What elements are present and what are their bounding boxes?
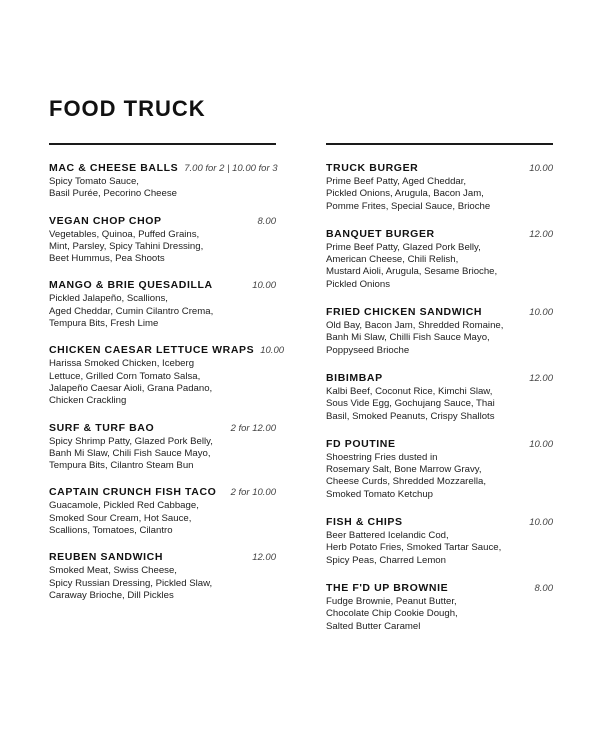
description-line: Kalbi Beef, Coconut Rice, Kimchi Slaw, [326,385,493,397]
description-line: American Cheese, Chili Relish, [326,254,459,266]
description-line: Rosemary Salt, Bone Marrow Gravy, [326,464,482,476]
description-line: Basil, Smoked Peanuts, Crispy Shallots [326,410,495,422]
menu-item-description [326,176,553,213]
menu-item-description [326,596,553,633]
menu-item-description [49,229,276,266]
menu-item-name: REUBEN SANDWICH [49,551,163,564]
menu-item-description [49,358,276,407]
description-line: Smoked Tomato Ketchup [326,488,434,500]
description-line: Spicy Shrimp Patty, Glazed Pork Belly, [49,435,213,447]
menu-item-header [326,516,553,528]
description-line: Chicken Crackling [49,395,127,407]
menu-item-description [326,320,553,357]
menu-item-header [49,162,276,174]
menu-item-name: TRUCK BURGER [326,162,419,174]
menu-item-price: 2 for 10.00 [230,487,276,499]
description-line: Chocolate Chip Cookie Dough, [326,608,458,620]
description-line: Prime Beef Patty, Aged Cheddar, [326,176,467,187]
menu-item-name: CHICKEN CAESAR LETTUCE WRAPS [49,344,255,357]
menu-item-price: 10.00 [529,163,553,174]
menu-item-price: 8.00 [534,582,553,594]
description-line: Harissa Smoked Chicken, Iceberg [49,358,195,370]
menu-column-left [49,143,285,602]
description-line: Shoestring Fries dusted in [326,451,438,463]
menu-item-description [49,500,276,537]
menu-item-name: FD POUTINE [326,437,396,450]
description-line: Pickled Onions [326,278,390,290]
description-line: Tempura Bits, Fresh Lime [49,318,159,330]
description-line: Spicy Tomato Sauce, [49,176,139,187]
description-line: Pomme Frites, Special Sauce, Brioche [326,200,491,212]
menu-item-price: 10.00 [252,280,276,292]
menu-item-price: 10.00 [260,345,285,357]
description-line: Jalapeño Caesar Aioli, Grana Padano, [49,382,213,394]
menu-item-description [326,530,553,567]
menu-item [326,162,553,213]
description-line: Prime Beef Patty, Glazed Pork Belly, [326,241,481,253]
menu-item-name: MAC & CHEESE BALLS [49,162,179,174]
menu-item-name: BANQUET BURGER [326,227,435,240]
description-line: Spicy Russian Dressing, Pickled Slaw, [49,577,213,589]
description-line: Caraway Brioche, Dill Pickles [49,589,174,601]
menu-item [49,279,276,330]
menu-item-price: 12.00 [529,372,553,384]
menu-item [326,438,553,501]
menu-item-description [49,436,276,473]
description-line: Sous Vide Egg, Gochujang Sauce, Thai [326,398,495,410]
menu-item-header [49,486,276,498]
description-line: Salted Butter Caramel [326,620,421,632]
description-line: Mint, Parsley, Spicy Tahini Dressing, [49,240,204,252]
menu-title: FOOD TRUCK [49,96,206,121]
description-line: Beer Battered Icelandic Cod, [326,530,449,542]
description-line: Pickled Onions, Arugula, Bacon Jam, [326,188,484,200]
description-line: Cheese Curds, Shredded Mozzarella, [326,476,486,488]
description-line: Guacamole, Pickled Red Cabbage, [49,500,199,512]
menu-item-name: THE F'D UP BROWNIE [326,581,449,594]
description-line: Pickled Jalapeño, Scallions, [49,293,168,305]
menu-item [326,228,553,291]
description-line: Mustard Aioli, Arugula, Sesame Brioche, [326,266,498,278]
description-line: Banh Mi Slaw, Chilli Fish Sauce Mayo, [326,332,490,344]
menu-item-header [326,228,553,240]
description-line: Old Bay, Bacon Jam, Shredded Romaine, [326,320,504,332]
description-line: Basil Purée, Pecorino Cheese [49,188,177,200]
menu-item-header [49,422,276,434]
menu-item-price: 12.00 [529,228,553,240]
menu-item-price: 7.00 for 2 | 10.00 for 3 [184,163,278,174]
menu-item-price: 10.00 [529,517,553,529]
menu-item-price: 8.00 [257,215,276,227]
menu-item-name: CAPTAIN CRUNCH FISH TACO [49,486,217,499]
description-line: Smoked Meat, Swiss Cheese, [49,565,177,577]
menu-item [49,162,276,201]
menu-item [326,306,553,357]
menu-item-name: MANGO & BRIE QUESADILLA [49,279,213,292]
menu-item-header [49,215,276,227]
menu-column-right [326,143,553,633]
description-line: Tempura Bits, Cilantro Steam Bun [49,460,194,472]
description-line: Scallions, Tomatoes, Cilantro [49,525,173,537]
description-line: Banh Mi Slaw, Chili Fish Sauce Mayo, [49,447,211,459]
menu-item-price: 10.00 [529,438,553,450]
description-line: Fudge Brownie, Peanut Butter, [326,595,457,607]
menu-item-name: SURF & TURF BAO [49,421,155,434]
menu-item-description [326,242,553,291]
description-line: Vegetables, Quinoa, Puffed Grains, [49,228,200,240]
description-line: Poppyseed Brioche [326,344,410,356]
menu-item [326,372,553,423]
menu-item-description [49,565,276,602]
menu-item-price: 10.00 [529,307,553,319]
menu-item-header [326,582,553,594]
menu-item-name: BIBIMBAP [326,371,383,384]
menu-item-name: VEGAN CHOP CHOP [49,214,162,227]
menu-item-header [326,306,553,318]
menu-item-header [326,162,553,174]
description-line: Beet Hummus, Pea Shoots [49,253,165,265]
menu-item [49,344,285,407]
menu-item-description [326,452,553,501]
menu-item-header [326,372,553,384]
menu-item [49,422,276,473]
description-line: Lettuce, Grilled Corn Tomato Salsa, [49,370,201,382]
menu-item [326,516,553,567]
description-line: Smoked Sour Cream, Hot Sauce, [49,512,192,524]
menu-item [49,551,276,602]
menu-item-name: FRIED CHICKEN SANDWICH [326,306,483,319]
menu-item-description [49,293,276,330]
menu-item-name: FISH & CHIPS [326,516,403,529]
menu-item-description [326,386,553,423]
description-line: Herb Potato Fries, Smoked Tartar Sauce, [326,542,502,554]
menu-item-description [49,176,276,201]
menu-item-price: 2 for 12.00 [230,422,276,434]
menu-item-header [49,279,276,291]
menu-item-price: 12.00 [252,552,276,564]
description-line: Aged Cheddar, Cumin Cilantro Crema, [49,305,214,317]
description-line: Spicy Peas, Charred Lemon [326,554,446,566]
menu-item [49,215,276,266]
menu-item [326,582,553,633]
menu-item-header [326,438,553,450]
menu-item [49,486,276,537]
menu-item-header [49,344,285,357]
menu-item-header [49,551,276,563]
